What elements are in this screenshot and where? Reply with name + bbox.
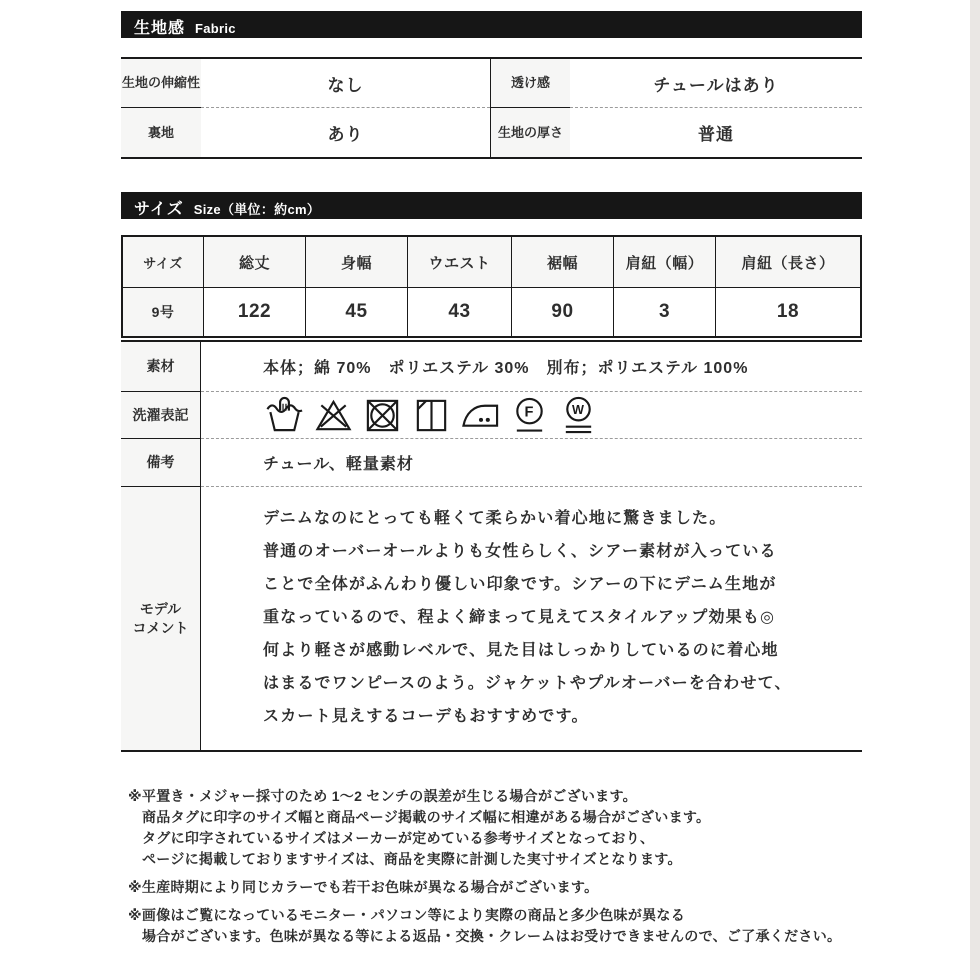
model-comment-line: スカート見えするコーデもおすすめです。 bbox=[263, 708, 589, 725]
model-comment-label-line1: モデル bbox=[139, 600, 182, 617]
scrollbar-track[interactable] bbox=[970, 0, 980, 980]
line-dry-in-shade-icon bbox=[412, 396, 451, 435]
iron-medium-icon bbox=[461, 396, 500, 435]
fabric-sheerness-value: チュールはあり bbox=[570, 59, 862, 108]
model-comment-text bbox=[201, 487, 862, 750]
footnotes bbox=[128, 786, 862, 947]
svg-text:F: F bbox=[524, 403, 535, 420]
note-line: タグに印字されているサイズはメーカーが定めている参考サイズとなっており、 bbox=[142, 830, 655, 846]
size-column-header: 肩紐（幅） bbox=[613, 237, 715, 288]
note-line: ※画像はご覧になっているモニター・パソコン等により実際の商品と多少色味が異なる bbox=[128, 907, 686, 923]
note-line: ※生産時期により同じカラーでも若干お色味が異なる場合がございます。 bbox=[128, 879, 599, 895]
note-line: 場合がございます。色味が異なる等による返品・交換・クレームはお受けできませんので、ご了承ください。 bbox=[142, 928, 842, 944]
do-not-tumble-dry-icon bbox=[363, 396, 402, 435]
note-block bbox=[128, 786, 862, 870]
note-block bbox=[128, 877, 862, 898]
remarks-label: 備考 bbox=[121, 439, 201, 487]
size-value-cell: 18 bbox=[715, 288, 860, 336]
model-comment-line: 重なっているので、程よく締まって見えてスタイルアップ効果も◎ bbox=[263, 609, 776, 626]
care-label: 洗濯表記 bbox=[121, 392, 201, 439]
svg-text:W: W bbox=[572, 402, 585, 417]
model-comment-line: 普通のオーバーオールよりも女性らしく、シアー素材が入っている bbox=[263, 543, 777, 560]
fabric-stretch-label: 生地の伸縮性 bbox=[121, 59, 201, 108]
size-value-cell: 122 bbox=[203, 288, 305, 336]
fabric-table bbox=[121, 57, 862, 159]
fabric-thickness-label: 生地の厚さ bbox=[490, 108, 570, 157]
size-value-cell: 43 bbox=[407, 288, 511, 336]
model-comment-line: はまるでワンピースのよう。ジャケットやプルオーバーを合わせて、 bbox=[263, 675, 792, 692]
spec-sheet bbox=[121, 0, 862, 954]
fabric-lining-label: 裏地 bbox=[121, 108, 201, 157]
size-row-label: 9号 bbox=[123, 288, 203, 336]
size-column-header: 身幅 bbox=[305, 237, 407, 288]
fabric-sheerness-label: 透け感 bbox=[490, 59, 570, 108]
model-comment-label bbox=[121, 487, 201, 750]
model-comment-label-line2: コメント bbox=[132, 619, 189, 636]
model-comment-line: 何より軽さが感動レベルで、見た目はしっかりしているのに着心地 bbox=[263, 642, 779, 659]
size-value-cell: 3 bbox=[613, 288, 715, 336]
wet-clean-gentle-icon bbox=[559, 396, 598, 435]
size-table bbox=[121, 235, 862, 338]
model-comment-line: デニムなのにとっても軽くて柔らかい着心地に驚きました。 bbox=[263, 510, 727, 527]
care-icons-row bbox=[201, 392, 862, 439]
note-line: ※平置き・メジャー採寸のため 1～2 センチの誤差が生じる場合がございます。 bbox=[128, 788, 637, 804]
size-column-header: 総丈 bbox=[203, 237, 305, 288]
fabric-section-title-ja: 生地感 bbox=[134, 20, 186, 37]
size-value-cell: 45 bbox=[305, 288, 407, 336]
fabric-thickness-value: 普通 bbox=[698, 125, 734, 144]
size-column-header: サイズ bbox=[123, 237, 203, 288]
size-column-header: 肩紐（長さ） bbox=[715, 237, 860, 288]
material-value: 本体；綿 70% ポリエステル 30% 別布；ポリエステル 100% bbox=[201, 342, 862, 392]
note-line: ページに掲載しておりますサイズは、商品を実際に計測した実寸サイズとなります。 bbox=[142, 851, 682, 867]
size-column-header: 裾幅 bbox=[511, 237, 613, 288]
fabric-section-title-en: Fabric bbox=[195, 21, 236, 36]
material-label: 素材 bbox=[121, 342, 201, 392]
hand-wash-icon bbox=[265, 396, 304, 435]
do-not-bleach-icon bbox=[314, 396, 353, 435]
fabric-stretch-value: なし bbox=[201, 59, 490, 108]
size-section-title-en: Size（単位：約cm） bbox=[193, 202, 321, 217]
details-table bbox=[121, 340, 862, 752]
note-block bbox=[128, 905, 862, 947]
size-section-title-ja: サイズ bbox=[134, 201, 184, 218]
size-section-header bbox=[121, 192, 862, 219]
model-comment-line: ことで全体がふんわり優しい印象です。シアーの下にデニム生地が bbox=[263, 576, 777, 593]
note-line: 商品タグに印字のサイズ幅と商品ページ掲載のサイズ幅に相違がある場合がございます。 bbox=[142, 809, 711, 825]
dry-clean-F-icon bbox=[510, 396, 549, 435]
size-value-cell: 90 bbox=[511, 288, 613, 336]
fabric-section-header bbox=[121, 11, 862, 38]
size-column-header: ウエスト bbox=[407, 237, 511, 288]
fabric-lining-value: あり bbox=[327, 125, 364, 144]
remarks-value: チュール、軽量素材 bbox=[201, 439, 862, 487]
